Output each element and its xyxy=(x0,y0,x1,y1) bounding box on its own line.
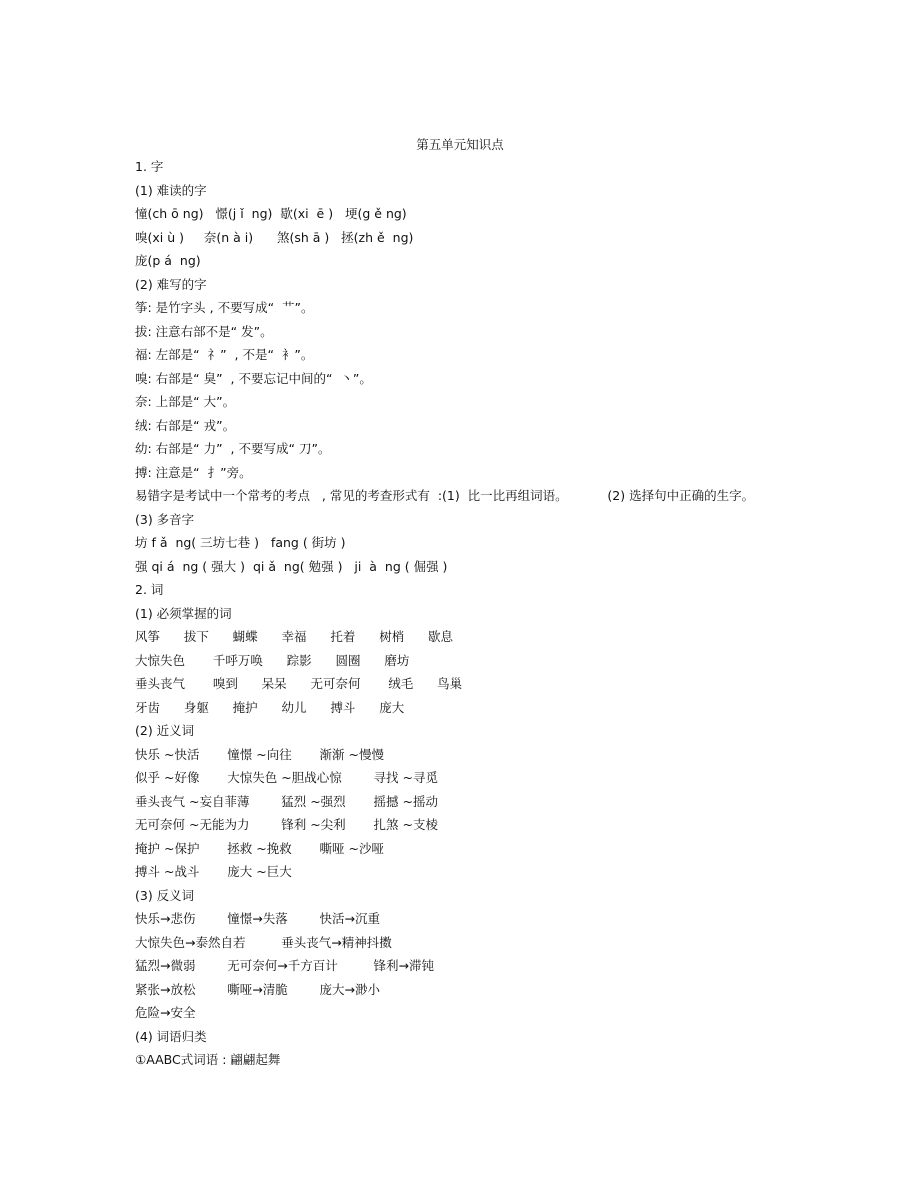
document-body xyxy=(135,159,905,1076)
text-line: 垂头丧气 嗅到 呆呆 无可奈何 绒毛 鸟巢 xyxy=(135,676,463,691)
text-line: 快乐→悲伤 憧憬→失落 快活→沉重 xyxy=(135,911,380,926)
text-line: 危险→安全 xyxy=(135,1005,196,1020)
document-title: 第五单元知识点 xyxy=(416,137,504,152)
text-line: (2) 难写的字 xyxy=(135,276,207,292)
text-line: (2) 近义词 xyxy=(135,723,195,738)
text-line: 搏: 注意是“ 扌”旁。 xyxy=(135,464,252,480)
text-line: 紧张→放松 嘶哑→清脆 庞大→渺小 xyxy=(135,981,380,997)
text-line: 掩护 ~保护 拯救 ~挽救 嘶哑 ~沙哑 xyxy=(135,840,384,856)
text-line: (1) 难读的字 xyxy=(135,182,207,198)
text-line: 无可奈何 ~无能为力 锋利 ~尖利 扎煞 ~支棱 xyxy=(135,817,438,832)
text-line: 大惊失色→泰然自若 垂头丧气→精神抖擞 xyxy=(135,934,392,950)
text-line: 庞(p á ng) xyxy=(135,253,201,268)
text-line: 牙齿 身躯 掩护 幼儿 搏斗 庞大 xyxy=(135,699,405,715)
text-line: 快乐 ~快活 憧憬 ~向往 渐渐 ~慢慢 xyxy=(135,746,384,762)
text-line: (3) 多音字 xyxy=(135,511,195,527)
text-line: 坊 f ǎ ng( 三坊七巷 ) fang ( 街坊 ) xyxy=(135,535,346,550)
text-line: 2. 词 xyxy=(135,582,164,597)
text-line: 搏斗 ~战斗 庞大 ~巨大 xyxy=(135,864,292,879)
text-line: 拔: 注意右部不是“ 发”。 xyxy=(135,323,273,339)
text-line: 1. 字 xyxy=(135,159,164,174)
text-line: 憧(ch ō ng) 憬(j ǐ ng) 歇(xi ē ) 埂(g ě ng) xyxy=(135,206,407,221)
text-line: 绒: 右部是“ 戎”。 xyxy=(135,417,236,433)
text-line: ①AABC式词语 : 翩翩起舞 xyxy=(135,1052,281,1067)
text-line: (1) 必须掌握的词 xyxy=(135,605,232,621)
text-line: 大惊失色 千呼万唤 踪影 圆圈 磨坊 xyxy=(135,652,410,668)
text-line: 福: 左部是“ 礻” , 不是“ 衤”。 xyxy=(135,347,314,362)
text-line: 筝: 是竹字头 , 不要写成“ 艹”。 xyxy=(135,300,314,315)
text-line: 嗅: 右部是“ 臭” , 不要忘记中间的“ 丶”。 xyxy=(135,370,372,386)
text-line: 奈: 上部是“ 大”。 xyxy=(135,394,236,409)
text-line: 易错字是考试中一个常考的考点 , 常见的考查形式有 :(1) 比一比再组词语。 (2) 选择句中正确的生字。 xyxy=(135,488,755,503)
text-line: 幼: 右部是“ 力” , 不要写成“ 刀”。 xyxy=(135,441,331,456)
text-line: 风筝 拔下 蝴蝶 幸福 托着 树梢 歇息 xyxy=(135,629,454,644)
text-line: (4) 词语归类 xyxy=(135,1028,207,1044)
text-line: (3) 反义词 xyxy=(135,887,195,903)
text-line: 嗅(xi ù ) 奈(n à i) 煞(sh ā ) 拯(zh ě ng) xyxy=(135,229,414,245)
text-line: 垂头丧气 ~妄自菲薄 猛烈 ~强烈 摇撼 ~摇动 xyxy=(135,793,438,809)
text-line: 猛烈→微弱 无可奈何→千方百计 锋利→滞钝 xyxy=(135,958,434,973)
text-line: 强 qi á ng ( 强大 ) qi ǎ ng( 勉强 ) ji à ng ( 倔强 ) xyxy=(135,558,448,574)
text-line: 似乎 ~好像 大惊失色 ~胆战心惊 寻找 ~寻觅 xyxy=(135,770,438,785)
